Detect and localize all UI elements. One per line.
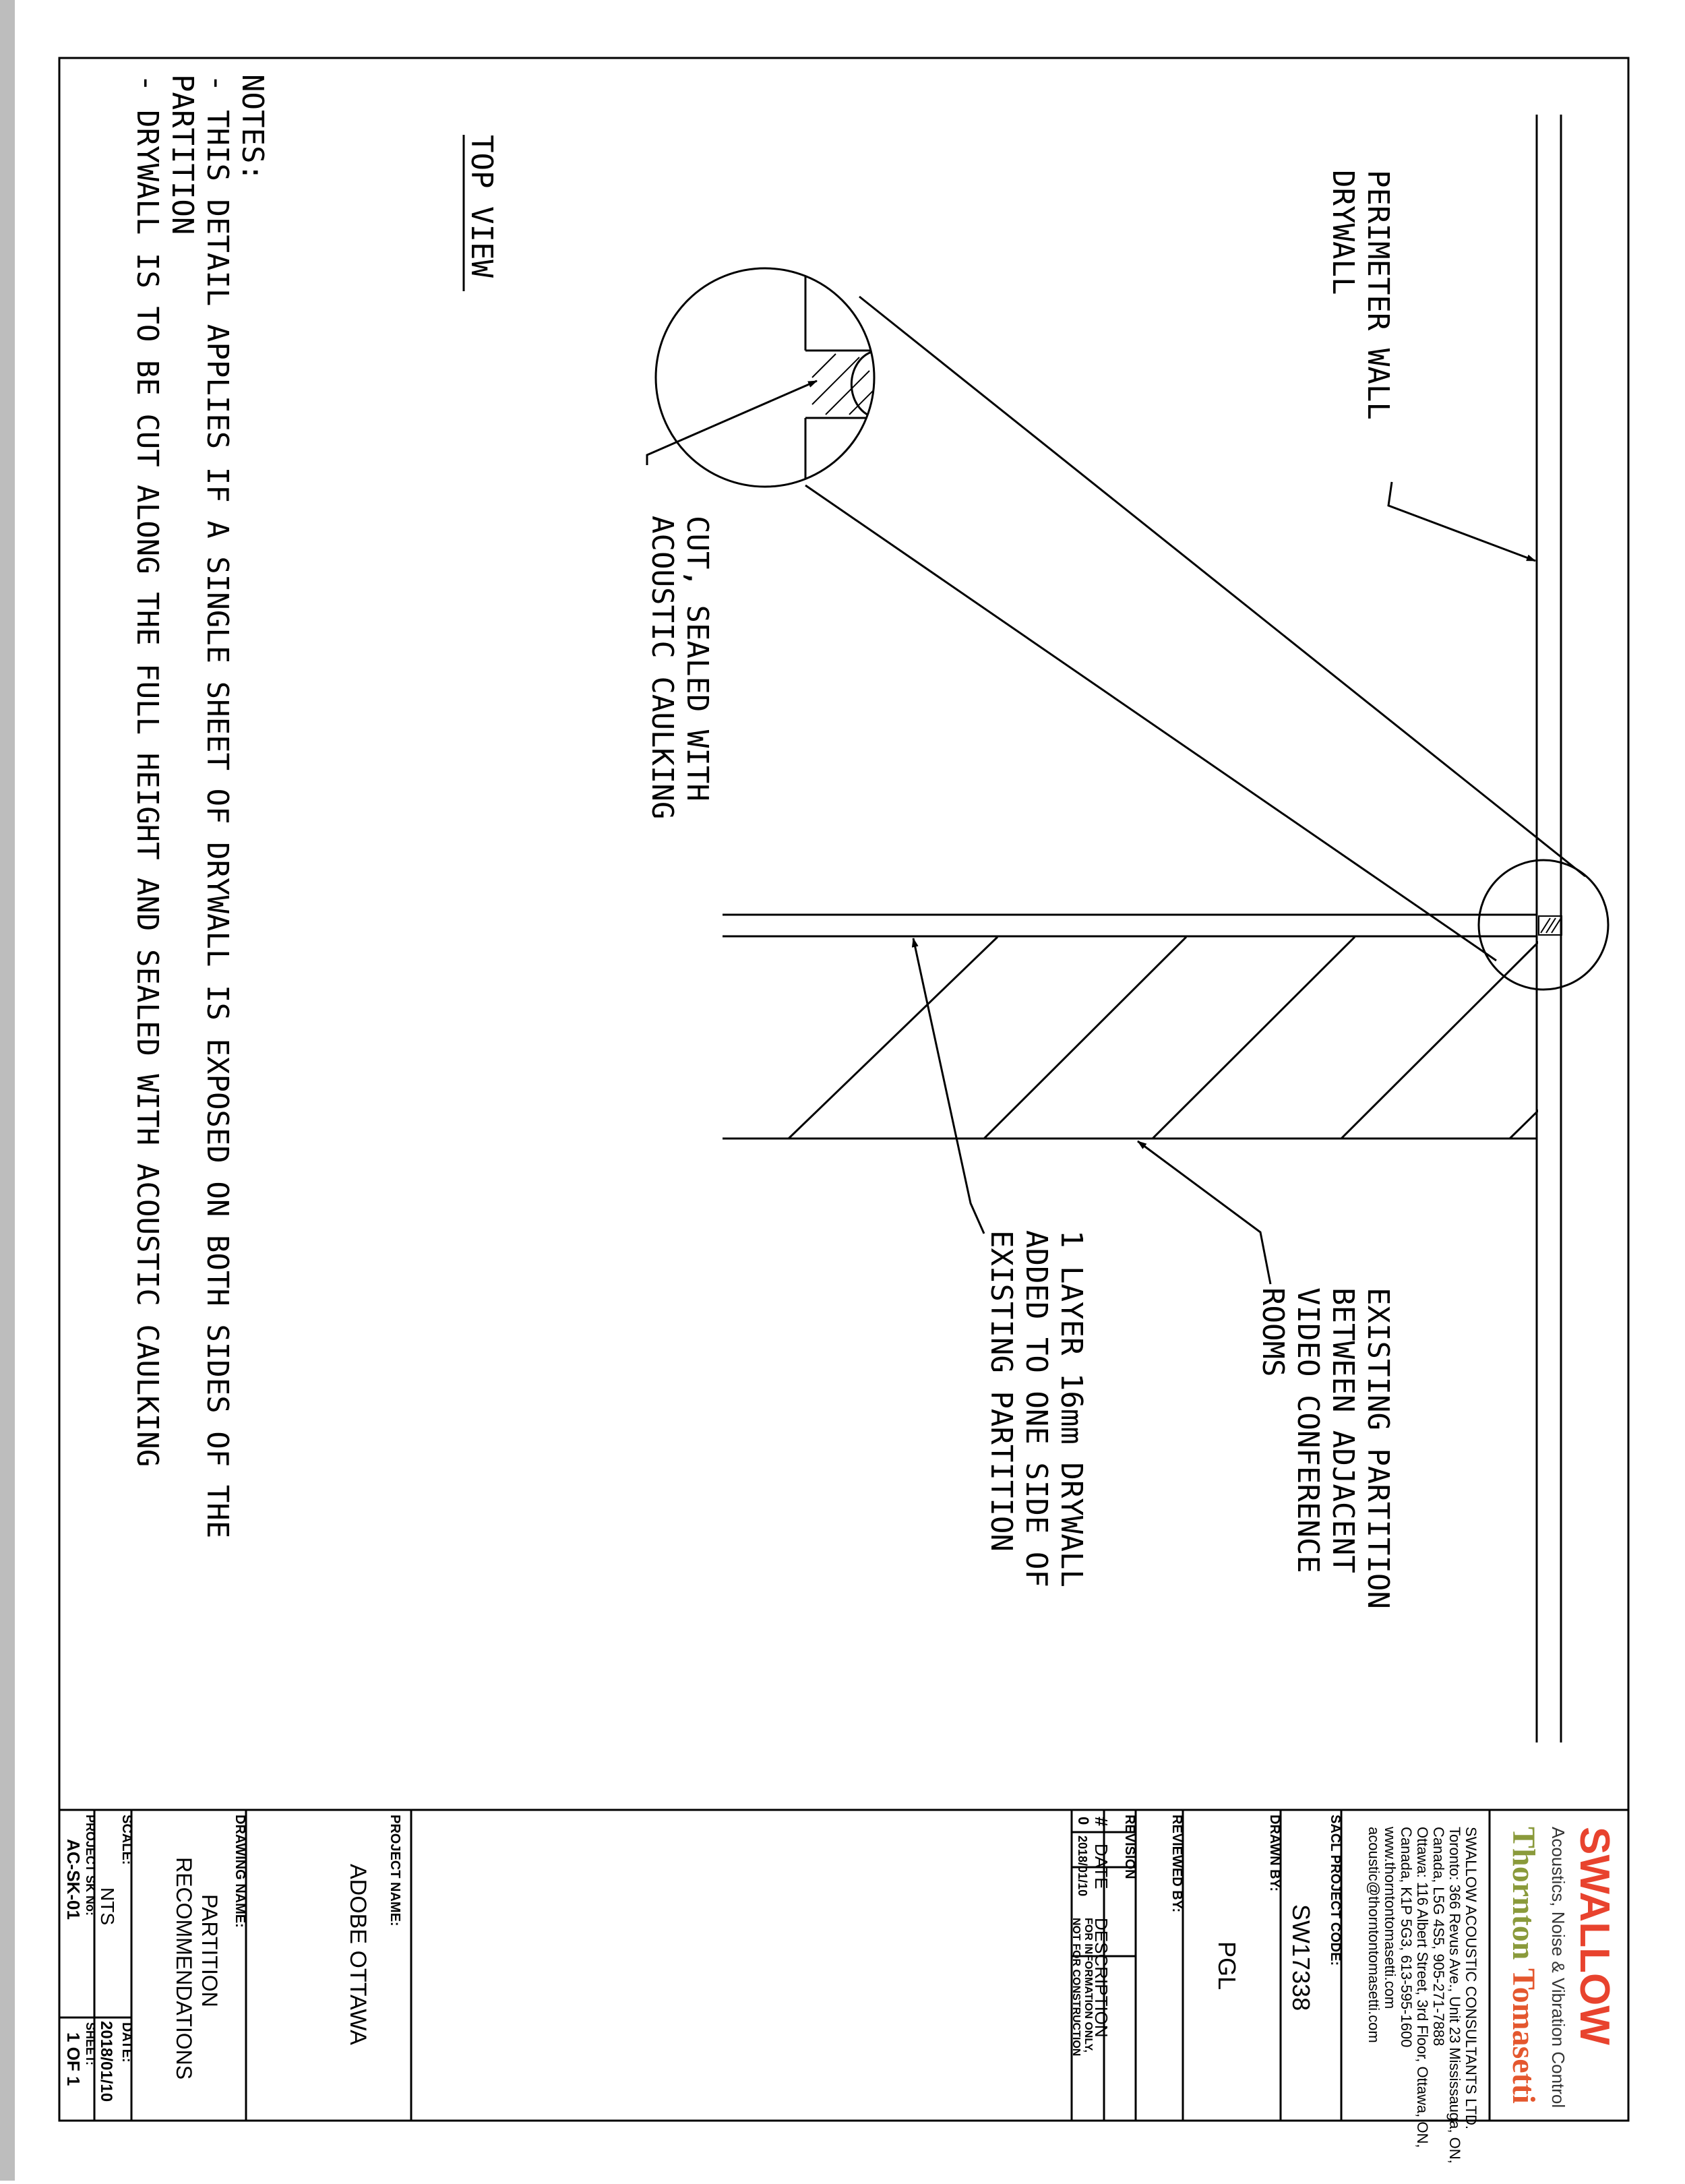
- label-perimeter-line2: DRYWALL: [1326, 170, 1360, 295]
- revision-label: REVISION: [1122, 1815, 1137, 1879]
- rev-date: 2018/01/10: [1076, 1836, 1089, 1897]
- leader-perimeter-wall: [1388, 482, 1535, 561]
- label-partition-line4: ROOMS: [1256, 1287, 1290, 1377]
- company-line1: SWALLOW ACOUSTIC CONSULTANTS LTD.: [1463, 1827, 1479, 2130]
- leader-cut-sealed: [647, 381, 817, 465]
- label-partition-line2: BETWEEN ADJACENT: [1326, 1287, 1360, 1573]
- scale-value: NTS: [97, 1887, 118, 1925]
- sheet-value: 1 OF 1: [63, 2032, 84, 2086]
- company-line2: Toronto: 366 Revus Ave., Unit 23 Mississauga, ON,: [1446, 1827, 1463, 2164]
- rev-desc-line2: NOT FOR CONSTRUCTION: [1070, 1918, 1082, 2057]
- logo-tagline: Acoustics, Noise & Vibration Control: [1548, 1827, 1568, 2109]
- existing-partition: [723, 915, 1543, 1139]
- logo-swallow: SWALLOW: [1571, 1827, 1618, 2045]
- note1-line2: PARTITION: [165, 74, 200, 235]
- company-line3: Canada, L5G 4S5, 905-271-7888: [1430, 1827, 1447, 2046]
- rev-col-num: #: [1091, 1817, 1111, 1827]
- rev-col-desc: DESCRIPTION: [1091, 1918, 1111, 2038]
- label-cut-line2: ACOUSTIC CAULKING: [645, 516, 679, 820]
- drawn-by-label: DRAWN BY:: [1267, 1815, 1282, 1892]
- junction-detail-small: [1479, 860, 1608, 990]
- label-layer-line3: EXISTING PARTITION: [984, 1230, 1018, 1552]
- label-layer-line2: ADDED TO ONE SIDE OF: [1019, 1230, 1053, 1587]
- drawing-name-label: DRAWING NAME:: [233, 1815, 247, 1928]
- callout-tangent-upper: [859, 297, 1585, 876]
- drawn-by-value: PGL: [1213, 1941, 1241, 1991]
- date-value: 2018/01/10: [97, 2021, 115, 2102]
- label-partition-line1: EXISTING PARTITION: [1361, 1287, 1395, 1609]
- leader-added-layer: [913, 938, 984, 1234]
- date-label: DATE:: [119, 2022, 134, 2063]
- label-top-view: TOP VIEW: [464, 135, 499, 278]
- label-layer-line1: 1 LAYER 16mm DRYWALL: [1054, 1230, 1089, 1587]
- company-line6: www.thorntontomasetti.com: [1382, 1827, 1399, 2009]
- project-code-value: SW17338: [1287, 1904, 1315, 2011]
- note2: - DRYWALL IS TO BE CUT ALONG THE FULL HEIGHT AND SEALED WITH ACOUSTIC CAULKING: [130, 74, 164, 1467]
- project-name-value: ADOBE OTTAWA: [345, 1864, 371, 2045]
- project-code-label: SACL PROJECT CODE:: [1328, 1815, 1343, 1966]
- company-line4: Ottawa: 116 Albert Street, 3rd Floor, Ottawa, ON,: [1414, 1827, 1431, 2148]
- notes-heading: NOTES:: [235, 74, 270, 181]
- company-line7: acoustic@thorntontomasetti.com: [1366, 1827, 1382, 2043]
- project-sk-label: PROJECT SK No:: [84, 1815, 97, 1916]
- project-name-label: PROJECT NAME:: [388, 1815, 402, 1927]
- leader-existing-partition: [1138, 1141, 1270, 1284]
- label-perimeter-line1: PERIMETER WALL: [1361, 170, 1395, 420]
- logo-area: [1366, 1826, 1618, 2164]
- company-line5: Canada, K1P 5G3, 613-595-1600: [1398, 1827, 1415, 2048]
- sheet-label: SHEET:: [84, 2022, 97, 2066]
- reviewed-by-label: REVIEWED BY:: [1169, 1815, 1184, 1913]
- rev-col-date: DATE: [1091, 1844, 1111, 1889]
- scale-label: SCALE:: [119, 1815, 134, 1865]
- drawing-name-line2: RECOMMENDATIONS: [172, 1857, 196, 2080]
- page-edge-strip: [0, 0, 15, 2181]
- label-partition-line3: VIDEO CONFERENCE: [1291, 1287, 1325, 1573]
- project-sk-value: AC-SK-01: [63, 1839, 84, 1920]
- logo-tomasetti: Tomasetti: [1506, 1968, 1541, 2104]
- rev-desc-line1: FOR INFORMATION ONLY,: [1082, 1918, 1094, 2053]
- note1-line1: - THIS DETAIL APPLIES IF A SINGLE SHEET OF DRYWALL IS EXPOSED ON BOTH SIDES OF THE: [200, 74, 235, 1539]
- label-cut-line1: CUT, SEALED WITH: [680, 516, 714, 801]
- rev-num: 0: [1075, 1817, 1092, 1825]
- drawing-area: [130, 74, 1608, 1742]
- drawing-name-line1: PARTITION: [197, 1894, 222, 2007]
- logo-thornton: Thornton: [1506, 1827, 1541, 1960]
